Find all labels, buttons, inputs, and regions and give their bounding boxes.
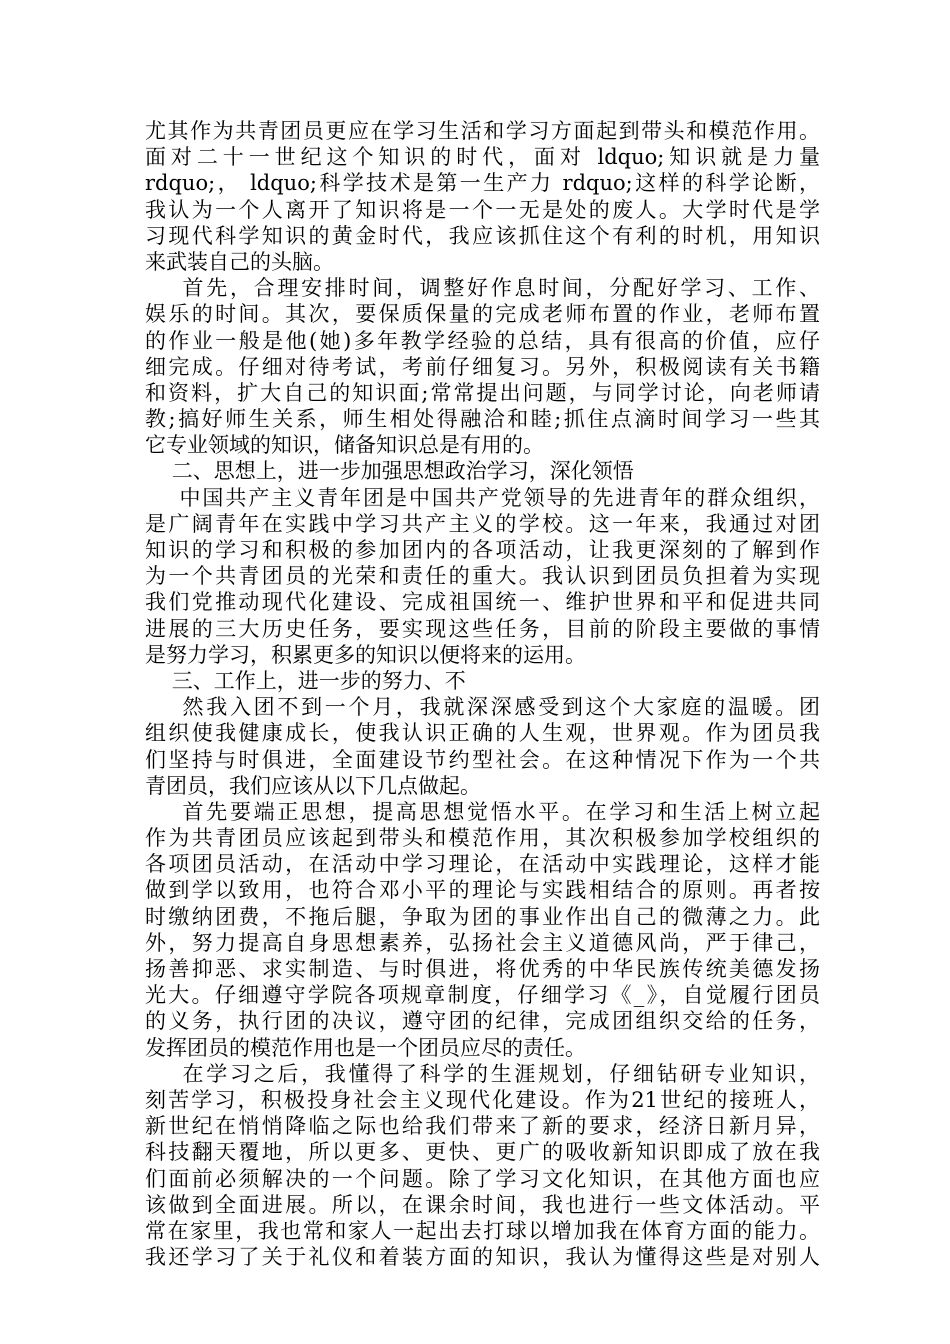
text-line: 进展的三大历史任务，要实现这些任务，目前的阶段主要做的事情 — [145, 616, 820, 641]
text-line: 二、思想上，进一步加强思想政治学习，深化领悟 — [145, 459, 634, 484]
text-line: 们面前必须解决的一个问题。除了学习文化知识，在其他方面也应 — [145, 1166, 820, 1191]
text-line: 发挥团员的模范作用也是一个团员应尽的责任。 — [145, 1035, 586, 1060]
text-line: 扬善抑恶、求实制造、与时俱进，将优秀的中华民族传统美德发扬 — [145, 957, 820, 981]
text-line: 该做到全面进展。所以，在课余时间，我也进行一些文体活动。平 — [145, 1192, 820, 1217]
text-line: 我认为一个人离开了知识将是一个一无是处的废人。大学时代是学 — [145, 197, 820, 222]
text-line: 尤其作为共青团员更应在学习生活和学习方面起到带头和模范作用。 — [145, 119, 820, 143]
text-line: 科技翻天覆地，所以更多、更快、更广的吸收新知识即成了放在我 — [145, 1140, 820, 1165]
text-line: 的义务，执行团的决议，遵守团的纪律，完成团组织交给的任务， — [145, 1009, 820, 1034]
text-line: rdquo;， ldquo;科学技术是第一生产力 rdquo;这样的科学论断， — [145, 171, 820, 196]
text-line: 外，努力提高自身思想素养，弘扬社会主义道德风尚，严于律己， — [145, 930, 820, 955]
text-line: 是努力学习，积累更多的知识以便将来的运用。 — [145, 642, 586, 667]
text-line: 三、工作上，进一步的努力、不 — [145, 668, 466, 693]
text-line: 的作业一般是他(她)多年教学经验的总结，具有很高的价值，应仔 — [145, 328, 820, 353]
text-line: 常在家里，我也常和家人一起出去打球以增加我在体育方面的能力。 — [145, 1218, 820, 1243]
text-line: 是广阔青年在实践中学习共产主义的学校。这一年来，我通过对团 — [145, 511, 820, 536]
text-line: 习现代科学知识的黄金时代，我应该抓住这个有利的时机，用知识 — [145, 223, 820, 248]
text-line: 细完成。仔细对待考试，考前仔细复习。另外，积极阅读有关书籍 — [145, 354, 820, 379]
text-line: 首先，合理安排时间，调整好作息时间，分配好学习、工作、 — [145, 276, 820, 301]
text-line: 面对二十一世纪这个知识的时代，面对 ldquo;知识就是力量 — [145, 145, 820, 170]
text-line: 时缴纳团费，不拖后腿，争取为团的事业作出自己的微薄之力。此 — [145, 904, 820, 929]
text-line: 中国共产主义青年团是中国共产党领导的先进青年的群众组织， — [145, 485, 820, 510]
text-line: 它专业领域的知识，储备知识总是有用的。 — [145, 433, 544, 458]
text-line: 为一个共青团员的光荣和责任的重大。我认识到团员负担着为实现 — [145, 564, 820, 589]
text-line: 光大。仔细遵守学院各项规章制度，仔细学习《_》，自觉履行团员 — [145, 983, 820, 1008]
text-line: 在学习之后，我懂得了科学的生涯规划，仔细钻研专业知识， — [145, 1061, 820, 1086]
document-body — [145, 118, 820, 1270]
text-line: 新世纪在悄悄降临之际也给我们带来了新的要求，经济日新月异， — [145, 1114, 820, 1139]
text-line: 各项团员活动，在活动中学习理论，在活动中实践理论，这样才能 — [145, 852, 820, 877]
text-line: 来武装自己的头脑。 — [145, 249, 334, 274]
text-line: 然我入团不到一个月，我就深深感受到这个大家庭的温暖。团 — [145, 695, 820, 720]
text-line: 和资料，扩大自己的知识面;常常提出问题，与同学讨论，向老师请 — [145, 380, 820, 405]
text-line: 娱乐的时间。其次，要保质保量的完成老师布置的作业，老师布置 — [145, 302, 820, 327]
text-line: 我们党推动现代化建设、完成祖国统一、维护世界和平和促进共同 — [145, 590, 820, 615]
text-line: 首先要端正思想，提高思想觉悟水平。在学习和生活上树立起 — [145, 799, 820, 824]
text-line: 教;搞好师生关系，师生相处得融洽和睦;抓住点滴时间学习一些其 — [145, 407, 820, 432]
text-line: 知识的学习和积极的参加团内的各项活动，让我更深刻的了解到作 — [145, 538, 820, 562]
text-line: 青团员，我们应该从以下几点做起。 — [145, 773, 481, 798]
text-line: 我还学习了关于礼仪和着装方面的知识，我认为懂得这些是对别人 — [145, 1245, 820, 1270]
text-line: 刻苦学习，积极投身社会主义现代化建设。作为21世纪的接班人， — [145, 1087, 820, 1112]
text-line: 作为共青团员应该起到带头和模范作用，其次积极参加学校组织的 — [145, 826, 820, 851]
text-line: 做到学以致用，也符合邓小平的理论与实践相结合的原则。再者按 — [145, 878, 820, 903]
text-line: 们坚持与时俱进，全面建设节约型社会。在这种情况下作为一个共 — [145, 747, 820, 772]
text-line: 组织使我健康成长，使我认识正确的人生观，世界观。作为团员我 — [145, 721, 820, 746]
